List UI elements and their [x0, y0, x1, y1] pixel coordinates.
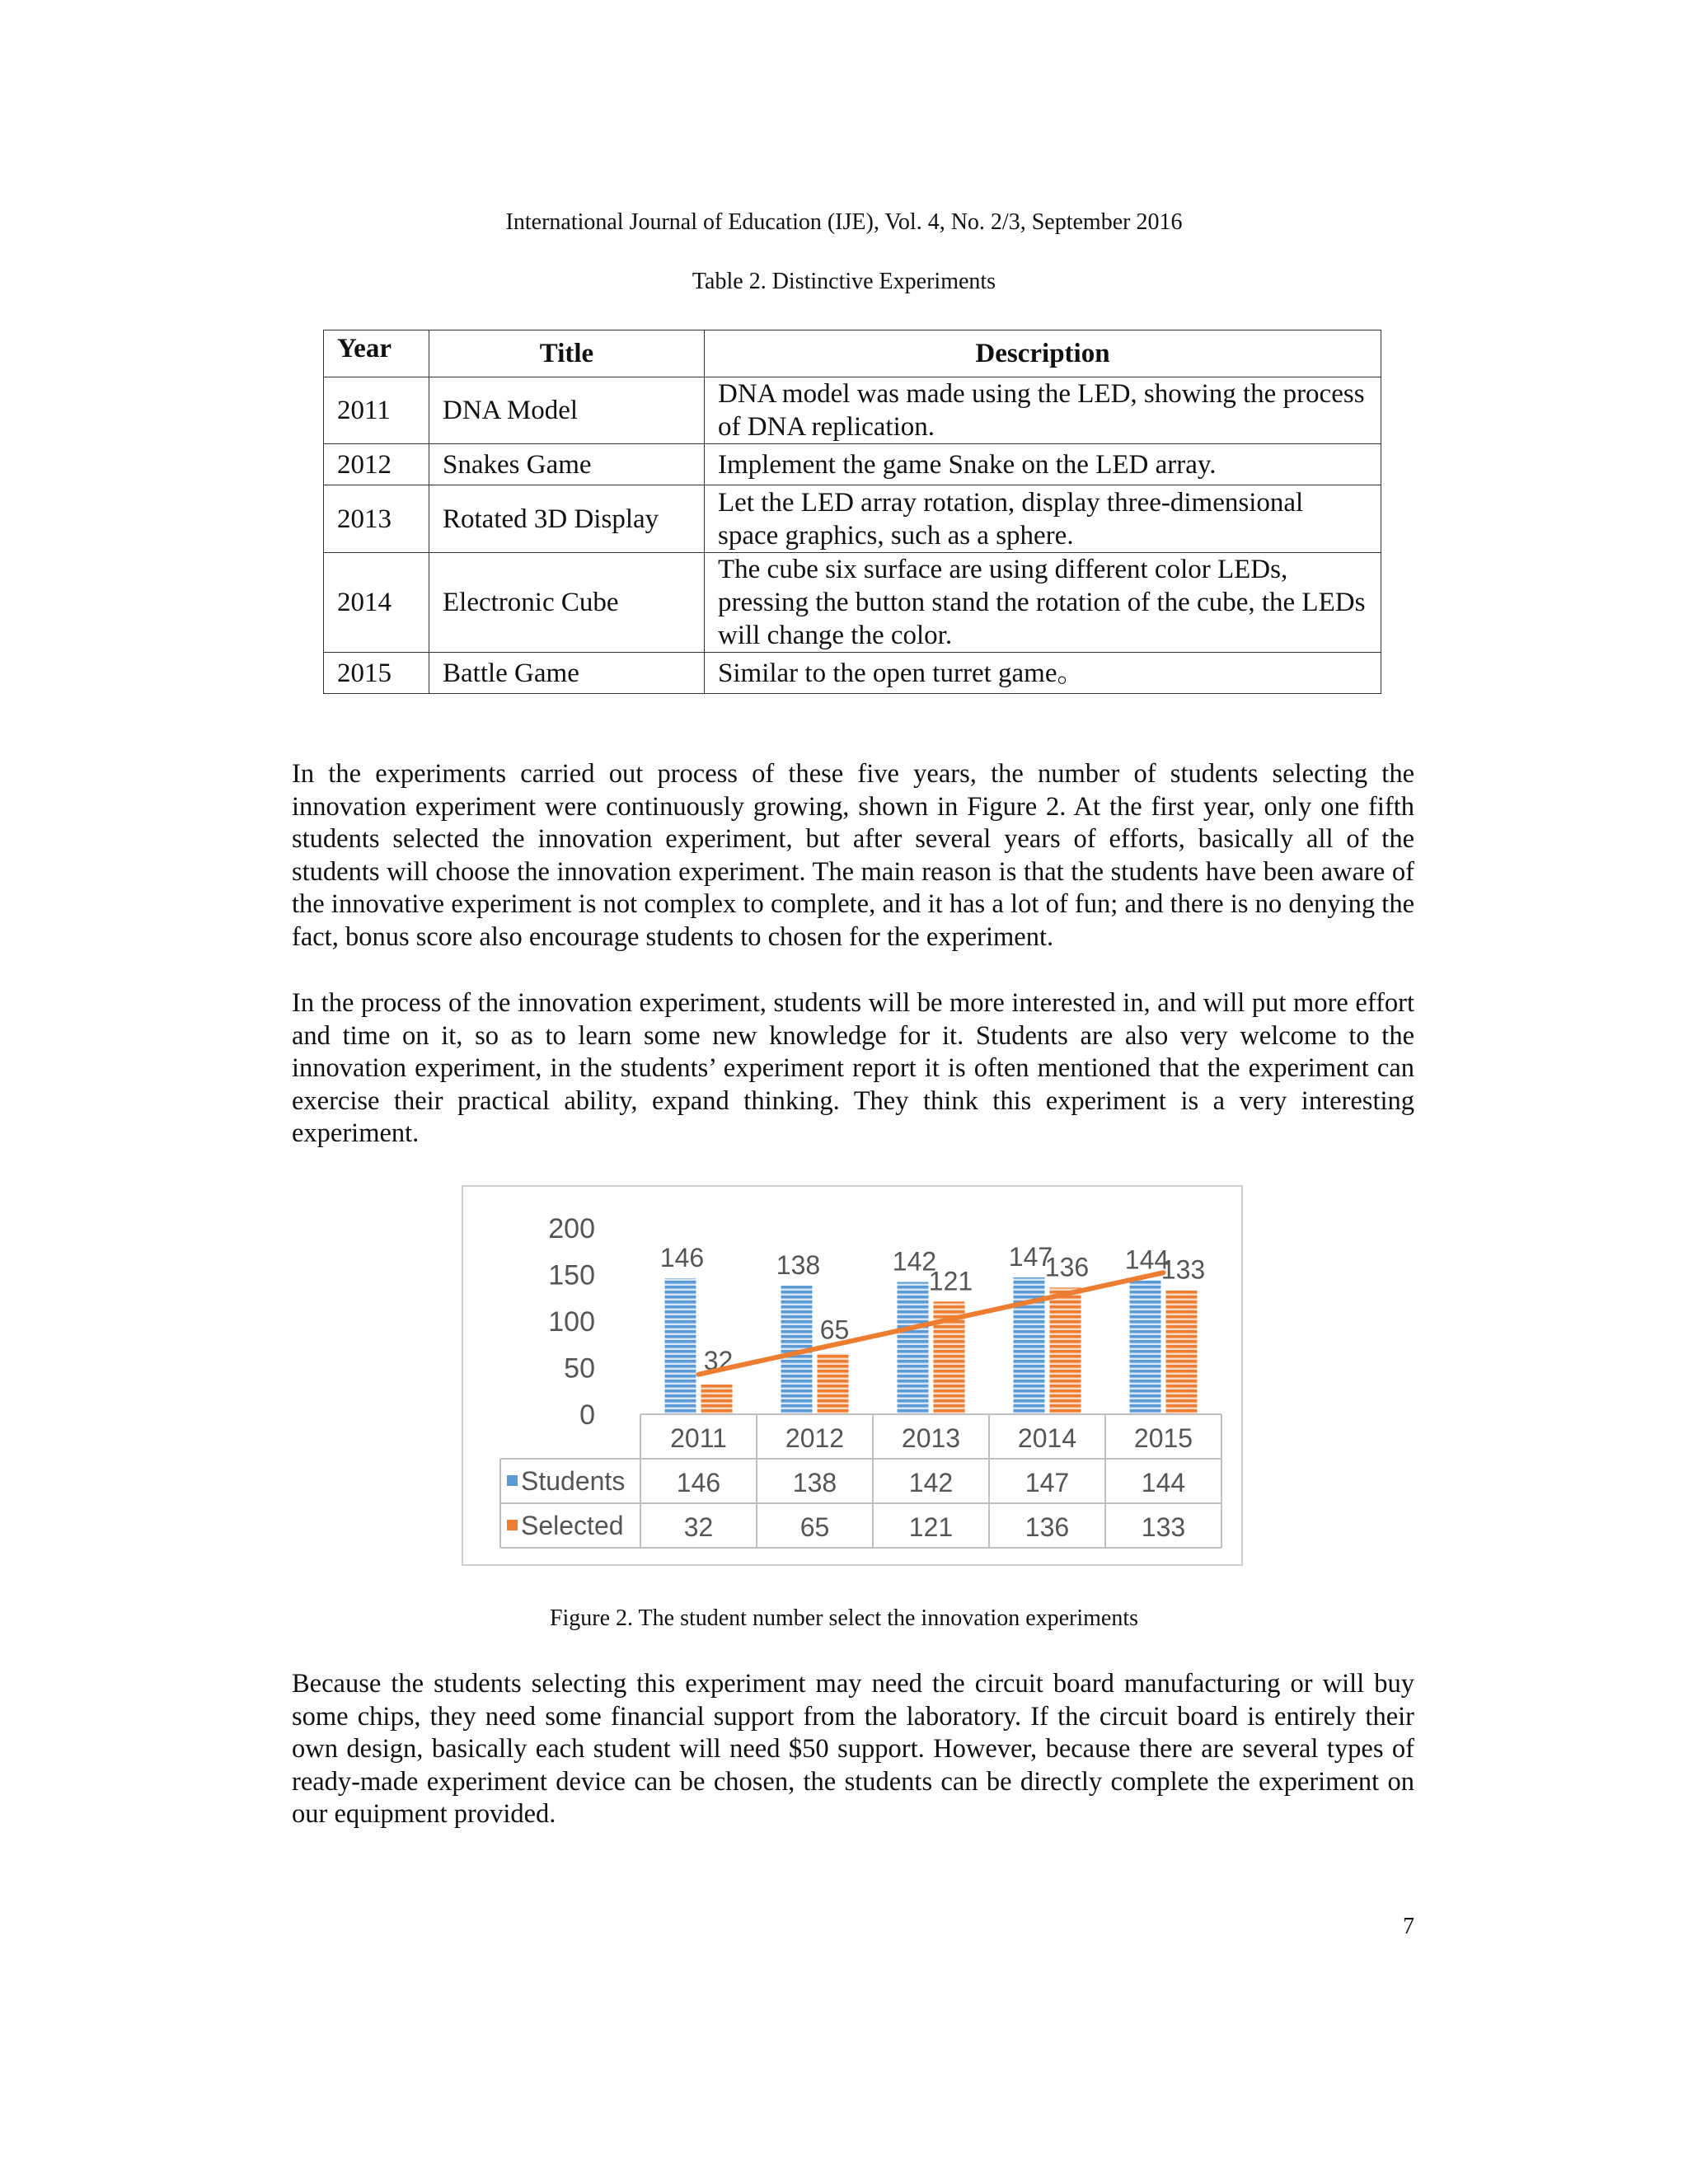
- experiments-table: [323, 330, 1381, 694]
- y-tick-label: 100: [548, 1306, 595, 1338]
- x-tick-label: 2012: [785, 1423, 845, 1453]
- bar-students-2015: [1130, 1280, 1161, 1414]
- table-row: [324, 485, 1381, 553]
- y-tick-label: 150: [548, 1259, 595, 1291]
- table-caption: Table 2. Distinctive Experiments: [692, 269, 996, 294]
- data-table-cell: 121: [908, 1512, 954, 1542]
- table-row: [324, 553, 1381, 653]
- y-tick-label: 0: [579, 1399, 595, 1431]
- data-table-cell: 136: [1025, 1512, 1070, 1542]
- x-tick-label: 2013: [901, 1423, 961, 1453]
- data-label-students: 142: [892, 1246, 937, 1277]
- y-tick-label: 200: [548, 1213, 595, 1244]
- bar-students-2013: [898, 1282, 929, 1414]
- data-table-cell: 138: [792, 1468, 837, 1497]
- x-tick-label: 2015: [1133, 1423, 1193, 1453]
- legend-label-students: Students: [521, 1466, 626, 1496]
- data-table-cell: 65: [799, 1512, 830, 1542]
- row-description: Let the LED array rotation, display three-dimensional space graphics, such as a sphere.: [705, 485, 1381, 553]
- data-label-selected: 65: [819, 1315, 850, 1345]
- row-year: 2015: [324, 653, 429, 694]
- y-tick-label: 50: [564, 1352, 595, 1385]
- paragraph-1: In the experiments carried out process of these five years, the number of students selecting the innovation experiment were continuously growing, shown in Figure 2. At the first year, only one fifth students selected the innovation experiment, but after several years of efforts, basically all of the students will choose the innovation experiment. The main reason is that the students have been aware of the innovative experiment is not complex to complete, and it has a lot of fun; and there is no denying the fact, bonus score also encourage students to chosen for the experiment.: [292, 759, 1414, 952]
- row-title: Rotated 3D Display: [429, 485, 705, 553]
- data-table-cell: 147: [1025, 1468, 1070, 1497]
- paragraph-3: Because the students selecting this experiment may need the circuit board manufacturing or will buy some chips, they need some financial support from the laboratory. If the circuit board is entirely their own design, basically each student will need $50 support. However, because there are several types of ready-made experiment device can be chosen, the students can be directly complete the experiment on our equipment provided.: [292, 1669, 1414, 1829]
- page-number: 7: [1403, 1914, 1414, 1939]
- legend-key-students: [507, 1475, 518, 1486]
- row-description: Implement the game Snake on the LED array.: [705, 444, 1381, 485]
- bar-selected-2012: [818, 1354, 849, 1414]
- bar-selected-2014: [1050, 1287, 1081, 1414]
- table-row: [324, 377, 1381, 444]
- data-table-cell: 144: [1141, 1468, 1186, 1497]
- data-table-cell: 133: [1141, 1512, 1186, 1542]
- data-label-students: 147: [1008, 1241, 1053, 1272]
- row-title: Battle Game: [429, 653, 705, 694]
- row-year: 2014: [324, 553, 429, 653]
- bar-chart: [463, 1187, 1241, 1564]
- x-tick-label: 2011: [670, 1423, 727, 1453]
- row-description: DNA model was made using the LED, showing the process of DNA replication.: [705, 377, 1381, 444]
- header-year: Year: [324, 330, 429, 377]
- journal-header: International Journal of Education (IJE), Vol. 4, No. 2/3, September 2016: [505, 209, 1183, 235]
- row-title: Snakes Game: [429, 444, 705, 485]
- table-row: [324, 653, 1381, 694]
- data-table-cell: 32: [683, 1512, 714, 1542]
- data-label-students: 146: [659, 1243, 705, 1273]
- bar-selected-2015: [1166, 1291, 1198, 1414]
- table-row: [324, 444, 1381, 485]
- row-year: 2012: [324, 444, 429, 485]
- legend-key-selected: [507, 1520, 518, 1530]
- row-description: Similar to the open turret game。: [705, 653, 1381, 694]
- row-description: The cube six surface are using different color LEDs, pressing the button stand the rotation of the cube, the LEDs will change the color.: [705, 553, 1381, 653]
- data-label-selected: 136: [1044, 1252, 1090, 1282]
- bar-students-2011: [665, 1278, 696, 1414]
- figure-chart: [462, 1185, 1243, 1566]
- x-tick-label: 2014: [1017, 1423, 1077, 1453]
- row-year: 2013: [324, 485, 429, 553]
- legend-label-selected: Selected: [521, 1511, 624, 1540]
- row-title: Electronic Cube: [429, 553, 705, 653]
- figure-caption: Figure 2. The student number select the innovation experiments: [549, 1605, 1139, 1631]
- row-year: 2011: [324, 377, 429, 444]
- data-label-selected: 32: [703, 1345, 734, 1376]
- data-label-selected: 121: [928, 1266, 973, 1296]
- header-description: Description: [705, 330, 1381, 377]
- data-label-selected: 133: [1160, 1254, 1206, 1285]
- header-title: Title: [429, 330, 705, 377]
- paragraph-2: In the process of the innovation experiment, students will be more interested in, and will put more effort and time on it, so as to learn some new knowledge for it. Students are also very welcome to the innovation experiment, in the students’ experiment report it is often mentioned that the experiment can exercise their practical ability, expand thinking. They think this experiment is a very interesting experiment.: [292, 988, 1414, 1148]
- data-label-students: 144: [1124, 1244, 1170, 1275]
- data-table-cell: 146: [676, 1468, 721, 1497]
- data-table-cell: 142: [908, 1468, 954, 1497]
- bar-selected-2011: [701, 1385, 733, 1414]
- data-label-students: 138: [776, 1250, 821, 1281]
- table-header-row: [324, 330, 1381, 377]
- row-title: DNA Model: [429, 377, 705, 444]
